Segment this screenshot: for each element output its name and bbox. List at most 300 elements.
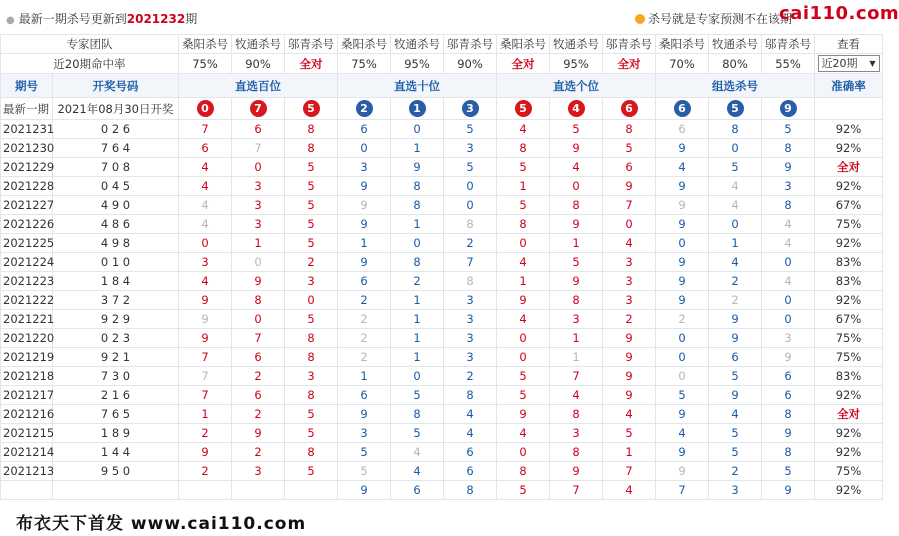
kill-number: 8 (391, 253, 444, 272)
accuracy-value: 83% (815, 367, 883, 386)
kill-number: 7 (179, 386, 232, 405)
kill-number: 8 (444, 481, 497, 500)
kill-number: 8 (762, 139, 815, 158)
kill-number: 5 (444, 158, 497, 177)
kill-number: 1 (391, 348, 444, 367)
accuracy-value: 92% (815, 177, 883, 196)
kill-number: 5 (656, 386, 709, 405)
kill-number: 6 (232, 120, 285, 139)
kill-number: 3 (603, 291, 656, 310)
kill-number: 9 (603, 367, 656, 386)
site-logo[interactable]: cai110.com (779, 3, 899, 24)
history-row (1, 196, 883, 215)
kill-number: 2 (709, 272, 762, 291)
kill-number: 9 (603, 386, 656, 405)
kill-number: 3 (444, 291, 497, 310)
history-row (1, 481, 883, 500)
kill-number: 4 (709, 177, 762, 196)
accuracy-value: 92% (815, 291, 883, 310)
kill-number: 0 (444, 196, 497, 215)
kill-number: 7 (232, 329, 285, 348)
kill-number: 0 (232, 310, 285, 329)
kill-number: 9 (656, 462, 709, 481)
kill-number: 9 (338, 481, 391, 500)
kill-number: 1 (338, 367, 391, 386)
draw-number: 7 3 0 (53, 367, 179, 386)
kill-number: 9 (603, 177, 656, 196)
kill-number: 4 (444, 405, 497, 424)
kill-number: 8 (444, 386, 497, 405)
expert-name: 牧通杀号 (550, 35, 603, 54)
kill-number: 0 (656, 367, 709, 386)
history-row (1, 291, 883, 310)
expert-name: 牧通杀号 (709, 35, 762, 54)
kill-number: 3 (444, 310, 497, 329)
kill-number: 9 (497, 405, 550, 424)
hit-rate: 95% (391, 54, 444, 74)
kill-number: 6 (709, 348, 762, 367)
kill-number: 3 (444, 348, 497, 367)
kill-number: 9 (338, 196, 391, 215)
draw-number (53, 481, 179, 500)
period-header: 期号 (1, 74, 53, 98)
accuracy-value: 92% (815, 386, 883, 405)
kill-number: 4 (709, 196, 762, 215)
kill-number: 1 (550, 348, 603, 367)
kill-number: 4 (550, 386, 603, 405)
kill-number: 8 (762, 196, 815, 215)
kill-number: 1 (497, 272, 550, 291)
period-number: 2021230 (1, 139, 53, 158)
kill-number: 2 (338, 291, 391, 310)
kill-number: 2 (603, 310, 656, 329)
ball-cell (391, 98, 444, 120)
kill-number: 5 (497, 481, 550, 500)
expert-name: 邬青杀号 (444, 35, 497, 54)
history-row (1, 158, 883, 177)
accuracy-value: 75% (815, 348, 883, 367)
kill-number: 3 (338, 158, 391, 177)
accuracy-value: 92% (815, 139, 883, 158)
kill-number: 2 (179, 424, 232, 443)
kill-ball: 6 (674, 100, 691, 117)
kill-number: 5 (550, 120, 603, 139)
kill-number: 5 (285, 424, 338, 443)
kill-number: 4 (603, 405, 656, 424)
expert-name: 邬青杀号 (285, 35, 338, 54)
hit-rate: 55% (762, 54, 815, 74)
history-row (1, 348, 883, 367)
history-row (1, 462, 883, 481)
note-text: 杀号就是专家预测不在该期 (648, 12, 793, 26)
kill-number: 0 (391, 120, 444, 139)
kill-number: 7 (550, 481, 603, 500)
kill-ball: 5 (303, 100, 320, 117)
draw-number: 3 7 2 (53, 291, 179, 310)
kill-number: 7 (550, 367, 603, 386)
kill-number: 1 (179, 405, 232, 424)
kill-number: 7 (656, 481, 709, 500)
period-number: 2021227 (1, 196, 53, 215)
kill-number: 9 (709, 329, 762, 348)
kill-number: 0 (656, 234, 709, 253)
history-row (1, 215, 883, 234)
history-row (1, 120, 883, 139)
accuracy-value: 92% (815, 443, 883, 462)
kill-number: 3 (762, 177, 815, 196)
kill-number: 5 (603, 424, 656, 443)
period-select-cell (815, 54, 883, 74)
kill-number: 9 (656, 291, 709, 310)
kill-number: 5 (603, 139, 656, 158)
history-row (1, 310, 883, 329)
kill-number: 9 (656, 139, 709, 158)
kill-number: 5 (709, 158, 762, 177)
kill-number: 5 (550, 253, 603, 272)
kill-number: 3 (232, 462, 285, 481)
kill-ball: 2 (356, 100, 373, 117)
kill-number: 4 (603, 234, 656, 253)
kill-number: 5 (285, 158, 338, 177)
accuracy-value: 92% (815, 234, 883, 253)
kill-number: 3 (603, 253, 656, 272)
kill-number: 4 (656, 158, 709, 177)
section-header-row (1, 74, 883, 98)
kill-number: 0 (232, 253, 285, 272)
kill-ball: 5 (515, 100, 532, 117)
period-number: 2021222 (1, 291, 53, 310)
kill-number: 0 (391, 367, 444, 386)
kill-number: 6 (762, 386, 815, 405)
draw-number: 9 5 0 (53, 462, 179, 481)
kill-number: 8 (285, 120, 338, 139)
ball-cell (762, 98, 815, 120)
draw-number: 1 8 4 (53, 272, 179, 291)
kill-number: 6 (656, 120, 709, 139)
kill-number: 8 (550, 196, 603, 215)
kill-number: 7 (444, 253, 497, 272)
kill-number: 1 (497, 177, 550, 196)
kill-number: 9 (603, 348, 656, 367)
kill-number: 6 (338, 272, 391, 291)
period-number: 2021217 (1, 386, 53, 405)
kill-number: 3 (338, 424, 391, 443)
kill-number: 0 (497, 348, 550, 367)
hit-rate: 90% (232, 54, 285, 74)
kill-number: 4 (603, 481, 656, 500)
info-icon (635, 14, 645, 24)
kill-number: 4 (497, 310, 550, 329)
kill-number: 9 (656, 215, 709, 234)
kill-number: 2 (338, 310, 391, 329)
kill-number: 1 (391, 139, 444, 158)
expert-name: 桑阳杀号 (179, 35, 232, 54)
kill-number: 9 (550, 462, 603, 481)
kill-number: 9 (656, 253, 709, 272)
kill-number: 3 (285, 367, 338, 386)
kill-number: 4 (762, 234, 815, 253)
kill-number: 5 (285, 177, 338, 196)
dropdown-arrow-icon: ▼ (869, 59, 876, 68)
kill-number: 5 (285, 462, 338, 481)
history-row (1, 329, 883, 348)
kill-number: 8 (762, 405, 815, 424)
ball-cell (232, 98, 285, 120)
accuracy-header: 准确率 (815, 74, 883, 98)
period-range-select[interactable] (818, 55, 880, 72)
kill-number: 4 (179, 196, 232, 215)
kill-number: 7 (179, 120, 232, 139)
hit-rate: 全对 (497, 54, 550, 74)
kill-number: 8 (497, 139, 550, 158)
kill-number: 0 (179, 234, 232, 253)
kill-number: 0 (709, 215, 762, 234)
history-row (1, 272, 883, 291)
history-row (1, 443, 883, 462)
kill-ball: 4 (568, 100, 585, 117)
kill-number: 0 (497, 329, 550, 348)
kill-number: 1 (232, 234, 285, 253)
accuracy-value: 67% (815, 310, 883, 329)
kill-ball: 7 (250, 100, 267, 117)
accuracy-value: 92% (815, 120, 883, 139)
hit-rate: 80% (709, 54, 762, 74)
kill-number: 8 (444, 215, 497, 234)
kill-number: 7 (603, 462, 656, 481)
kill-number: 6 (338, 386, 391, 405)
draw-number: 7 6 4 (53, 139, 179, 158)
hit-rate: 90% (444, 54, 497, 74)
period-number: 2021220 (1, 329, 53, 348)
draw-number: 4 8 6 (53, 215, 179, 234)
kill-number: 5 (497, 367, 550, 386)
ball-cell (550, 98, 603, 120)
kill-number-note (635, 10, 792, 27)
draw-number: 0 2 6 (53, 120, 179, 139)
kill-number: 8 (497, 215, 550, 234)
kill-number: 8 (285, 386, 338, 405)
kill-ball: 6 (621, 100, 638, 117)
kill-number: 9 (762, 424, 815, 443)
kill-number: 0 (497, 234, 550, 253)
kill-number: 4 (709, 405, 762, 424)
history-row (1, 177, 883, 196)
kill-number: 6 (232, 348, 285, 367)
accuracy-value: 67% (815, 196, 883, 215)
accuracy-value: 全对 (815, 405, 883, 424)
period-number: 2021226 (1, 215, 53, 234)
period-number: 2021225 (1, 234, 53, 253)
period-number: 2021213 (1, 462, 53, 481)
history-row (1, 424, 883, 443)
kill-number: 5 (285, 310, 338, 329)
draw-header: 开奖号码 (53, 74, 179, 98)
kill-number: 4 (762, 215, 815, 234)
period-number: 2021214 (1, 443, 53, 462)
kill-number: 6 (444, 443, 497, 462)
accuracy-value: 83% (815, 272, 883, 291)
draw-number: 0 2 3 (53, 329, 179, 348)
kill-number: 9 (232, 272, 285, 291)
kill-number: 2 (444, 234, 497, 253)
period-number: 2021224 (1, 253, 53, 272)
kill-number: 9 (762, 348, 815, 367)
kill-number: 9 (762, 158, 815, 177)
kill-ball: 1 (409, 100, 426, 117)
kill-number: 3 (285, 272, 338, 291)
kill-number: 8 (603, 120, 656, 139)
kill-number: 8 (285, 329, 338, 348)
kill-number: 8 (550, 443, 603, 462)
kill-number: 2 (338, 348, 391, 367)
ball-cell (285, 98, 338, 120)
kill-number: 8 (285, 348, 338, 367)
kill-ball: 3 (462, 100, 479, 117)
kill-number: 5 (338, 443, 391, 462)
kill-number: 0 (709, 139, 762, 158)
period-number: 2021215 (1, 424, 53, 443)
rate-label: 近20期命中率 (1, 54, 179, 74)
kill-number: 3 (550, 424, 603, 443)
kill-number: 9 (550, 215, 603, 234)
kill-number: 3 (444, 329, 497, 348)
kill-number: 1 (391, 310, 444, 329)
kill-number: 9 (179, 443, 232, 462)
hit-rate: 95% (550, 54, 603, 74)
kill-number: 6 (338, 120, 391, 139)
latest-update-notice (6, 10, 197, 27)
kill-number: 0 (762, 291, 815, 310)
draw-number: 7 6 5 (53, 405, 179, 424)
kill-number: 8 (497, 462, 550, 481)
kill-number: 6 (444, 462, 497, 481)
latest-label: 最新一期 (1, 98, 53, 120)
ball-cell (709, 98, 762, 120)
ball-cell (179, 98, 232, 120)
expert-name: 邬青杀号 (762, 35, 815, 54)
kill-number: 1 (391, 291, 444, 310)
kill-number: 8 (391, 196, 444, 215)
kill-number: 8 (762, 443, 815, 462)
kill-number: 3 (232, 215, 285, 234)
kill-number: 9 (762, 481, 815, 500)
kill-number: 5 (391, 424, 444, 443)
accuracy-value: 75% (815, 462, 883, 481)
kill-number: 9 (338, 215, 391, 234)
kill-number: 5 (497, 196, 550, 215)
period-number: 2021216 (1, 405, 53, 424)
kill-number: 3 (232, 177, 285, 196)
kill-number: 5 (285, 234, 338, 253)
kill-number: 9 (656, 177, 709, 196)
kill-number: 0 (232, 158, 285, 177)
expert-name: 桑阳杀号 (656, 35, 709, 54)
draw-number: 9 2 1 (53, 348, 179, 367)
tens-header: 直选十位 (338, 74, 497, 98)
kill-number: 5 (709, 367, 762, 386)
kill-number: 0 (338, 139, 391, 158)
notice-prefix: 最新一期杀号更新到 (18, 12, 127, 26)
kill-number: 8 (285, 443, 338, 462)
draw-number: 4 9 8 (53, 234, 179, 253)
kill-number: 3 (444, 139, 497, 158)
kill-number: 3 (709, 481, 762, 500)
kill-number: 9 (656, 196, 709, 215)
latest-issue: 2021232 (126, 12, 186, 26)
kill-number: 4 (444, 424, 497, 443)
kill-number: 4 (179, 177, 232, 196)
kill-number (285, 481, 338, 500)
kill-number: 5 (285, 215, 338, 234)
kill-number: 9 (338, 405, 391, 424)
kill-number: 5 (762, 120, 815, 139)
ball-cell (444, 98, 497, 120)
kill-number: 3 (603, 272, 656, 291)
kill-number: 7 (603, 196, 656, 215)
expert-name: 牧通杀号 (391, 35, 444, 54)
kill-number: 5 (497, 386, 550, 405)
accuracy-value: 83% (815, 253, 883, 272)
ball-cell (338, 98, 391, 120)
kill-number: 8 (391, 405, 444, 424)
kill-number: 6 (603, 158, 656, 177)
kill-number: 0 (391, 234, 444, 253)
kill-number: 4 (497, 424, 550, 443)
kill-number: 9 (497, 291, 550, 310)
draw-number: 7 0 8 (53, 158, 179, 177)
kill-number: 6 (232, 386, 285, 405)
kill-number: 5 (497, 158, 550, 177)
hit-rate: 全对 (285, 54, 338, 74)
kill-number: 2 (444, 367, 497, 386)
kill-number: 2 (709, 291, 762, 310)
kill-number: 4 (709, 253, 762, 272)
period-number: 2021221 (1, 310, 53, 329)
history-row (1, 386, 883, 405)
draw-number: 1 8 9 (53, 424, 179, 443)
kill-number: 1 (391, 329, 444, 348)
kill-number: 8 (391, 177, 444, 196)
latest-accuracy (815, 98, 883, 120)
hundreds-header: 直选百位 (179, 74, 338, 98)
draw-number: 0 1 0 (53, 253, 179, 272)
kill-number: 5 (285, 405, 338, 424)
kill-number: 9 (656, 443, 709, 462)
kill-number: 4 (391, 462, 444, 481)
kill-number: 9 (179, 291, 232, 310)
kill-number: 2 (232, 443, 285, 462)
kill-number: 1 (550, 234, 603, 253)
kill-number: 5 (709, 443, 762, 462)
accuracy-value: 全对 (815, 158, 883, 177)
kill-number: 4 (550, 158, 603, 177)
kill-number: 8 (232, 291, 285, 310)
kill-number: 9 (338, 253, 391, 272)
kill-number: 9 (709, 386, 762, 405)
draw-number: 2 1 6 (53, 386, 179, 405)
kill-number: 1 (709, 234, 762, 253)
accuracy-value: 92% (815, 481, 883, 500)
kill-number: 0 (497, 443, 550, 462)
kill-number: 9 (550, 272, 603, 291)
history-row (1, 253, 883, 272)
draw-number: 9 2 9 (53, 310, 179, 329)
kill-number: 9 (603, 329, 656, 348)
hit-rate: 70% (656, 54, 709, 74)
kill-number: 5 (338, 462, 391, 481)
period-range-value: 近20期 (821, 57, 858, 70)
kill-number: 5 (391, 386, 444, 405)
